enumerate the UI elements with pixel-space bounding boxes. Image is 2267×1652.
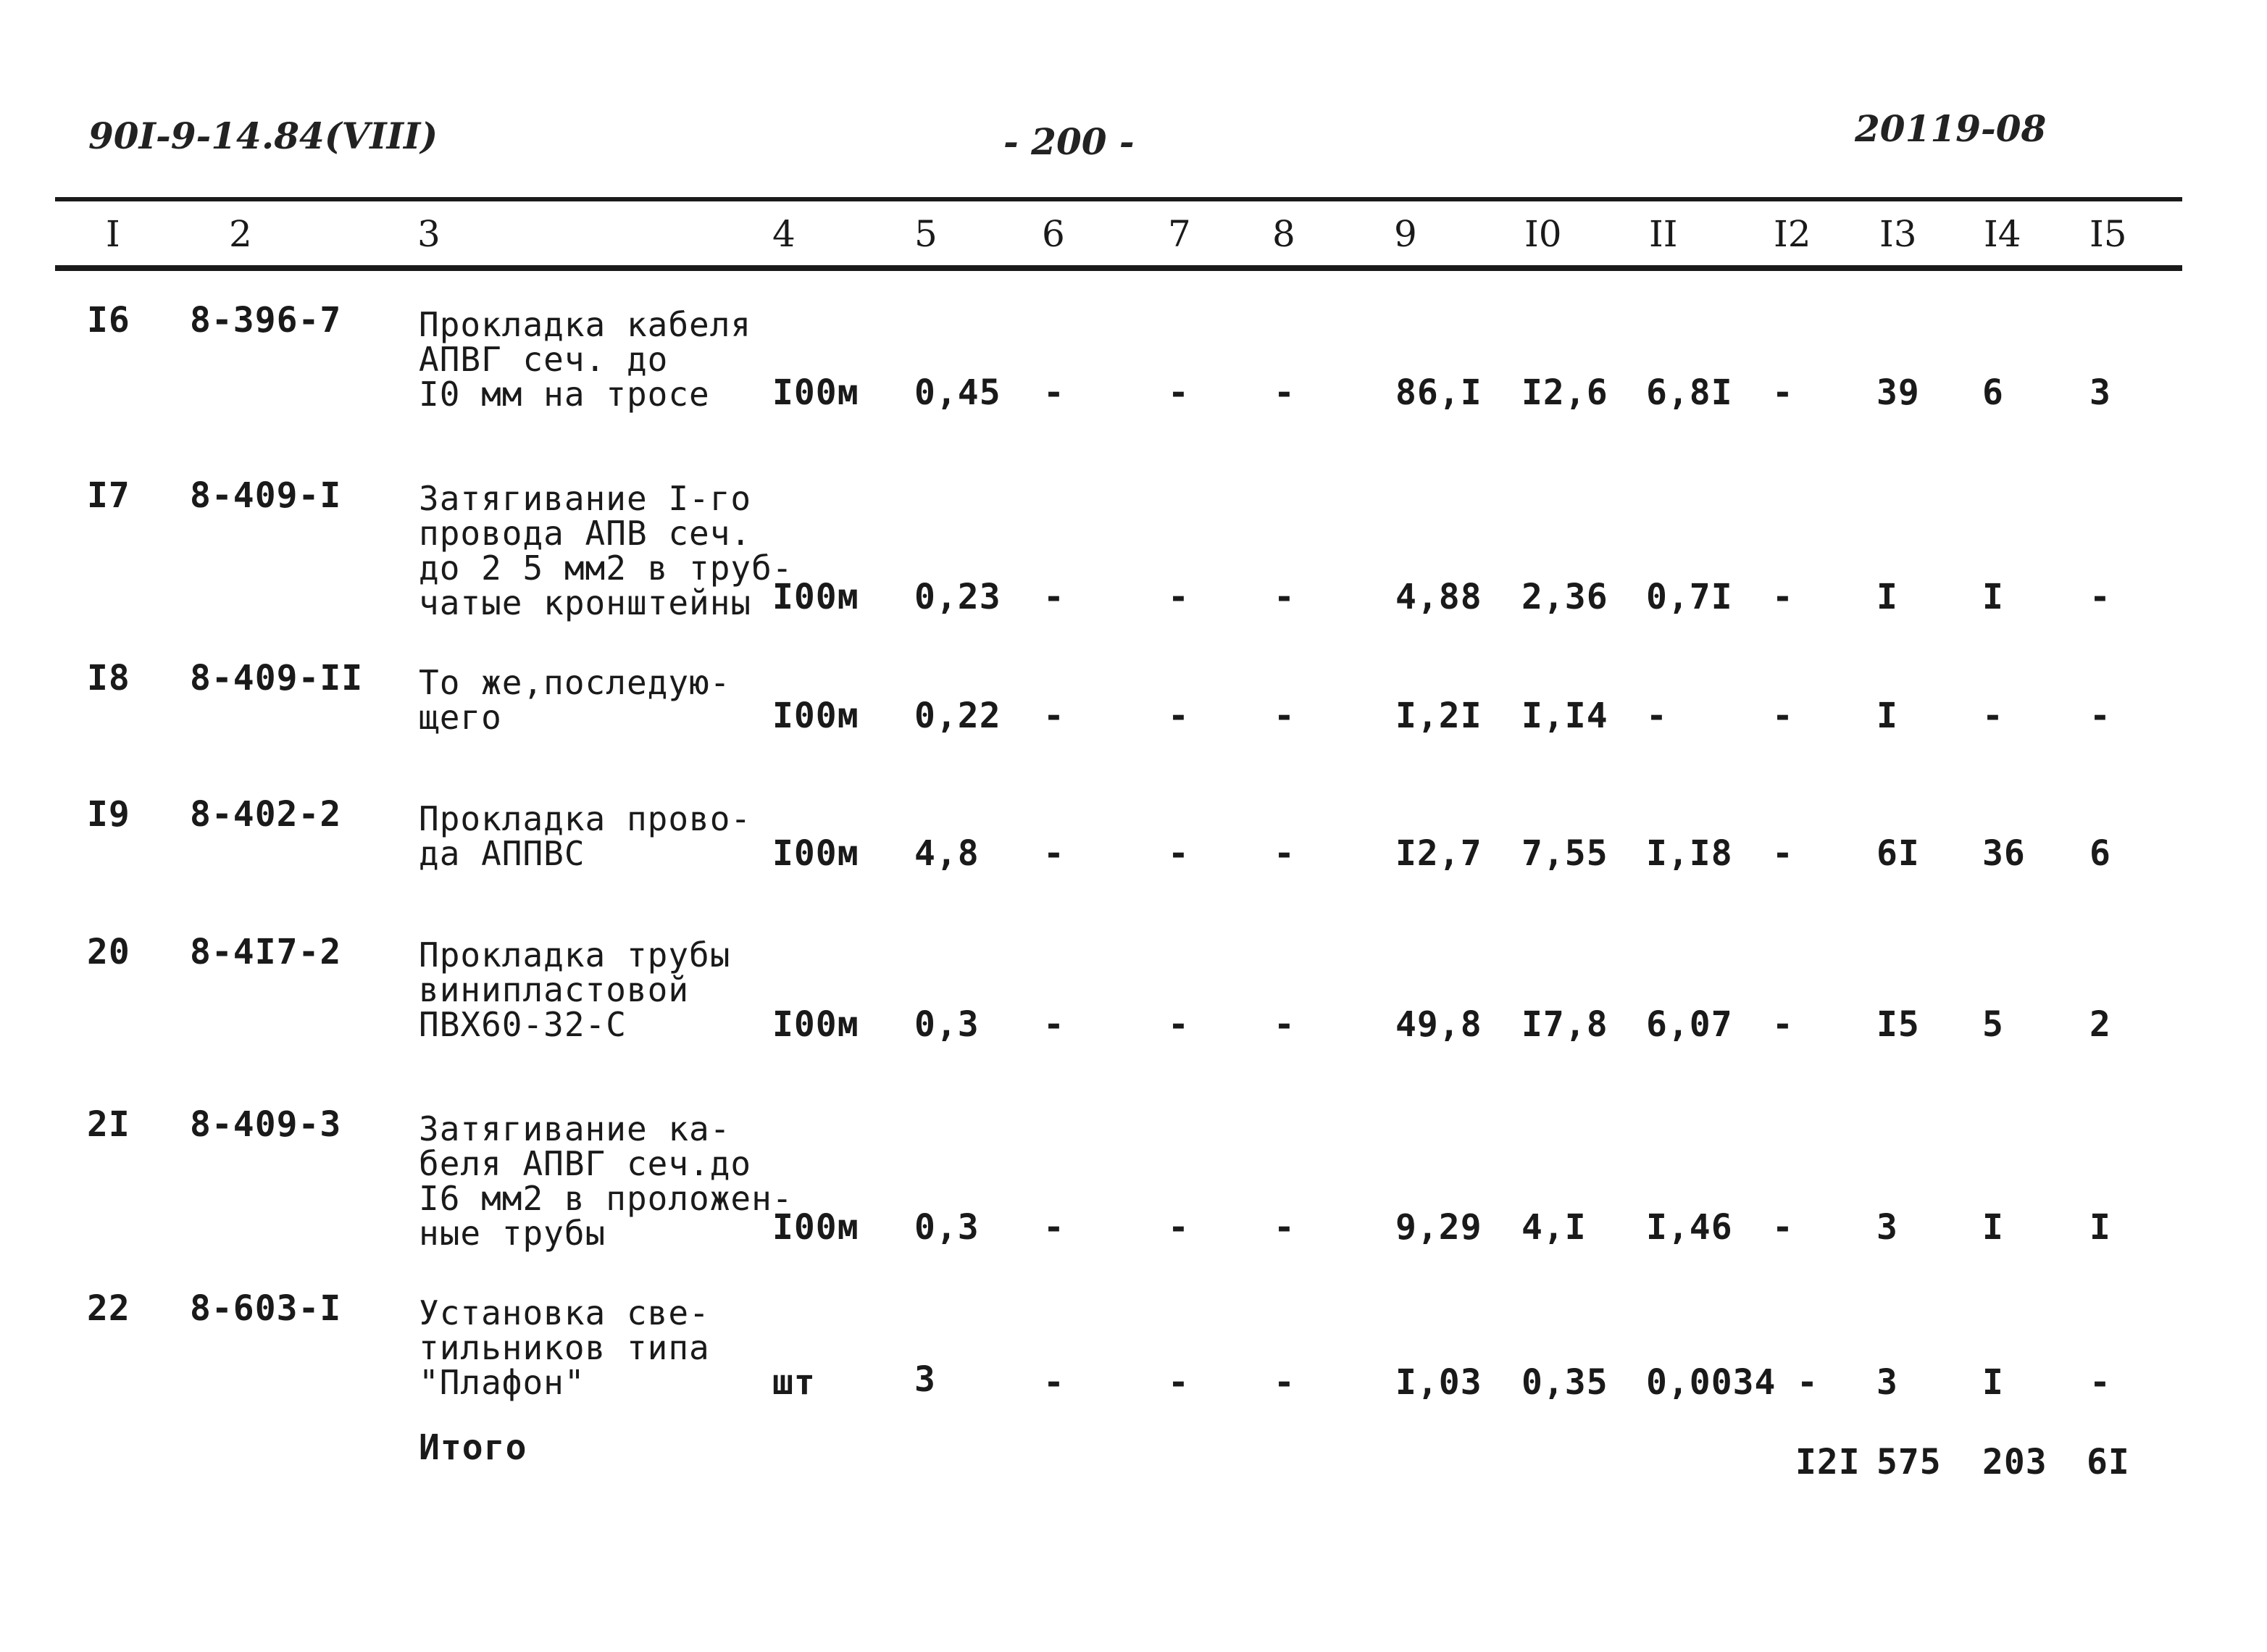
cell: - [1168,1004,1190,1045]
cell: - [1043,833,1065,874]
cell: - [1168,833,1190,874]
cell: - [1797,1362,1819,1403]
cell: - [1168,696,1190,736]
cell: - [1168,372,1190,413]
row-number: 2I [87,1104,130,1145]
cell: I,46 [1646,1207,1733,1248]
cell: I [1982,1362,2004,1403]
archive-number: 20119-08 [1855,107,2047,150]
cell: - [2089,577,2111,617]
cell: 6,8I [1646,372,1733,413]
cell: 6I [1876,833,1920,874]
cell: 9,29 [1395,1207,1482,1248]
work-description: Прокладка трубы винипластовой ПВХ60-32-С [419,935,731,1044]
column-header: 4 [772,213,796,255]
norm-code: 8-409-3 [190,1104,342,1145]
cell: 2 [2089,1004,2111,1045]
column-header: I4 [1984,213,2021,255]
total-cell: 203 [1982,1442,2047,1482]
unit: I00м [772,1207,859,1248]
work-description: Затягивание I-го провода АПВ сеч. до 2 5 мм2 в труб- чатые кронштейны [419,479,793,622]
quantity: 3 [914,1359,936,1400]
cell: - [1168,1207,1190,1248]
cell: I,03 [1395,1362,1482,1403]
cell: I,I4 [1521,696,1608,736]
cell: - [1043,577,1065,617]
cell: I2,7 [1395,833,1482,874]
cell: 0,0034 [1646,1362,1777,1403]
total-label: Итого [419,1427,527,1468]
cell: - [1772,1004,1794,1045]
cell: 6 [1982,372,2004,413]
column-header: 6 [1042,213,1065,255]
cell: 86,I [1395,372,1482,413]
cell: - [1772,1207,1794,1248]
column-header: I5 [2089,213,2127,255]
table-top-rule [55,197,2182,201]
column-header: 9 [1394,213,1417,255]
table-header-rule [55,265,2182,271]
row-number: I8 [87,658,130,698]
cell: - [1043,1004,1065,1045]
cell: - [1274,577,1295,617]
cell: 3 [2089,372,2111,413]
cell: 4,I [1521,1207,1587,1248]
unit: шт [772,1362,816,1403]
row-number: 22 [87,1288,130,1329]
cell: - [2089,1362,2111,1403]
work-description: Прокладка кабеля АПВГ сеч. до I0 мм на тросе [419,305,752,414]
cell: - [1646,696,1668,736]
cell: I [2089,1207,2111,1248]
cell: - [1772,833,1794,874]
cell: - [1043,1362,1065,1403]
column-header: 3 [417,213,441,255]
column-header: II [1649,213,1678,255]
total-cell: 575 [1876,1442,1942,1482]
cell: 5 [1982,1004,2004,1045]
norm-code: 8-4I7-2 [190,932,342,972]
cell: - [1274,833,1295,874]
norm-code: 8-409-I [190,475,342,516]
cell: 49,8 [1395,1004,1482,1045]
row-number: 20 [87,932,130,972]
norm-code: 8-396-7 [190,300,342,341]
total-cell: I2I [1795,1442,1861,1482]
cell: 3 [1876,1207,1898,1248]
unit: I00м [772,372,859,413]
cell: - [1168,1362,1190,1403]
norm-code: 8-603-I [190,1288,342,1329]
cell: I2,6 [1521,372,1608,413]
work-description: Установка све- тильников типа "Плафон" [419,1293,710,1402]
cell: 36 [1982,833,2026,874]
cell: - [1274,1362,1295,1403]
cell: I,I8 [1646,833,1733,874]
cell: 4,88 [1395,577,1482,617]
unit: I00м [772,833,859,874]
column-header: I3 [1879,213,1917,255]
page-number: - 200 - [1003,120,1135,163]
cell: I [1876,577,1898,617]
cell: 2,36 [1521,577,1608,617]
cell: - [2089,696,2111,736]
column-header: I [106,213,120,255]
column-header: 5 [914,213,938,255]
row-number: I7 [87,475,130,516]
column-header: 7 [1168,213,1191,255]
cell: - [1274,372,1295,413]
quantity: 4,8 [914,833,980,874]
unit: I00м [772,1004,859,1045]
document-code: 90I-9-14.84(VIII) [88,114,438,157]
cell: - [1043,696,1065,736]
column-header: 8 [1272,213,1295,255]
row-number: I6 [87,300,130,341]
cell: 6,07 [1646,1004,1733,1045]
quantity: 0,3 [914,1207,980,1248]
row-number: I9 [87,794,130,835]
cell: I5 [1876,1004,1920,1045]
work-description: Затягивание ка- беля АПВГ сеч.до I6 мм2 в проложен- ные трубы [419,1109,793,1253]
unit: I00м [772,696,859,736]
cell: I [1876,696,1898,736]
cell: - [1982,696,2004,736]
cell: 0,35 [1521,1362,1608,1403]
cell: - [1043,1207,1065,1248]
column-header: 2 [229,213,252,255]
cell: 6 [2089,833,2111,874]
cell: I7,8 [1521,1004,1608,1045]
cell: I [1982,577,2004,617]
quantity: 0,45 [914,372,1001,413]
cell: - [1772,372,1794,413]
quantity: 0,22 [914,696,1001,736]
cell: - [1168,577,1190,617]
cell: 7,55 [1521,833,1608,874]
cell: - [1043,372,1065,413]
cell: - [1772,696,1794,736]
cell: - [1274,1004,1295,1045]
cell: I [1982,1207,2004,1248]
cell: I,2I [1395,696,1482,736]
quantity: 0,3 [914,1004,980,1045]
norm-code: 8-402-2 [190,794,342,835]
total-cell: 6I [2087,1442,2130,1482]
unit: I00м [772,577,859,617]
work-description: Прокладка прово- да АППВС [419,799,752,873]
column-header: I0 [1524,213,1562,255]
cell: - [1274,1207,1295,1248]
work-description: То же,последую- щего [419,663,731,737]
column-header: I2 [1774,213,1811,255]
norm-code: 8-409-II [190,658,364,698]
quantity: 0,23 [914,577,1001,617]
cell: 39 [1876,372,1920,413]
cell: - [1772,577,1794,617]
cell: - [1274,696,1295,736]
cell: 3 [1876,1362,1898,1403]
cell: 0,7I [1646,577,1733,617]
